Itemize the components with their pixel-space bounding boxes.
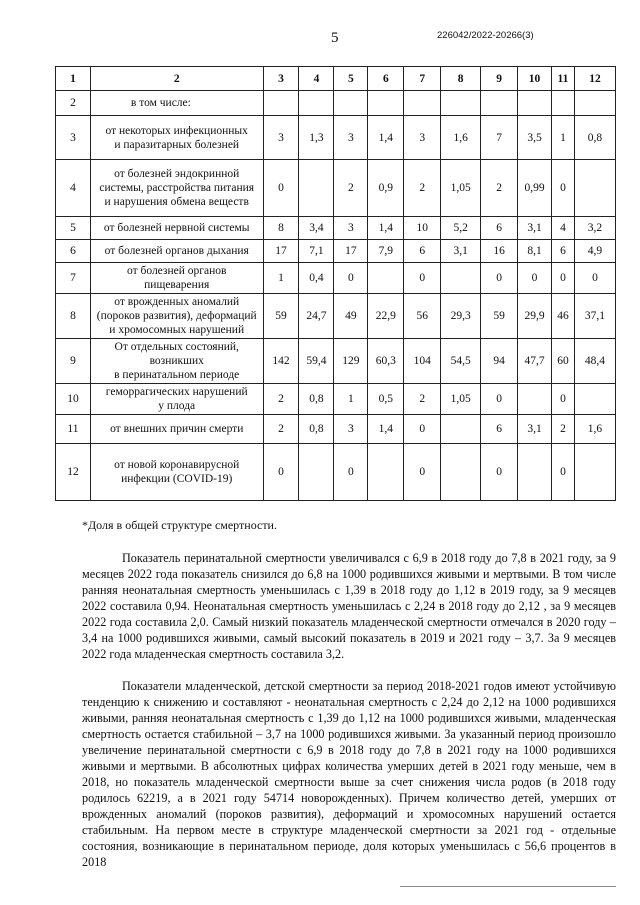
- value-cell: 6: [404, 240, 441, 263]
- cause-cell: от внешних причин смерти: [90, 415, 263, 444]
- value-cell: 3,1: [441, 240, 481, 263]
- value-cell: 129: [334, 339, 368, 384]
- value-cell: 104: [404, 339, 441, 384]
- value-cell: 2: [334, 160, 368, 217]
- value-cell: 17: [263, 240, 299, 263]
- table-row: [56, 415, 616, 444]
- value-cell: 5: [334, 67, 368, 91]
- table-row: [56, 91, 616, 116]
- value-cell: 0,8: [299, 415, 334, 444]
- value-cell: 8,1: [518, 240, 552, 263]
- value-cell: 54,5: [441, 339, 481, 384]
- value-cell: 8: [263, 217, 299, 240]
- value-cell: 56: [404, 294, 441, 339]
- value-cell: 142: [263, 339, 299, 384]
- value-cell: 46: [552, 294, 575, 339]
- value-cell: 4: [552, 217, 575, 240]
- value-cell: 1,05: [441, 160, 481, 217]
- value-cell: 60: [552, 339, 575, 384]
- row-number-cell: 10: [56, 384, 91, 415]
- row-number-cell: 11: [56, 415, 91, 444]
- value-cell: 59: [263, 294, 299, 339]
- value-cell: 0,8: [299, 384, 334, 415]
- row-number-cell: 6: [56, 240, 91, 263]
- value-cell: 0: [404, 263, 441, 294]
- value-cell: 0: [404, 444, 441, 501]
- document-id: 226042/2022-20266(3): [437, 30, 534, 41]
- value-cell: 4,9: [574, 240, 615, 263]
- value-cell: [368, 263, 404, 294]
- value-cell: 7,9: [368, 240, 404, 263]
- value-cell: [574, 444, 615, 501]
- value-cell: [574, 384, 615, 415]
- value-cell: 3: [334, 116, 368, 160]
- value-cell: 1: [263, 263, 299, 294]
- value-cell: 0: [552, 263, 575, 294]
- value-cell: 49: [334, 294, 368, 339]
- value-cell: [518, 91, 552, 116]
- value-cell: 0: [552, 160, 575, 217]
- value-cell: 6: [481, 217, 518, 240]
- value-cell: 0: [334, 444, 368, 501]
- cause-cell: от болезней нервной системы: [90, 217, 263, 240]
- value-cell: 11: [552, 67, 575, 91]
- value-cell: 17: [334, 240, 368, 263]
- value-cell: 0: [263, 160, 299, 217]
- paragraph-perinatal: [82, 550, 616, 662]
- row-number-cell: 7: [56, 263, 91, 294]
- cause-cell: геморрагических нарушений у плода: [90, 384, 263, 415]
- value-cell: 4: [299, 67, 334, 91]
- row-number-cell: 4: [56, 160, 91, 217]
- value-cell: 1,6: [574, 415, 615, 444]
- footer-rule: [400, 886, 616, 887]
- value-cell: 0,4: [299, 263, 334, 294]
- value-cell: 0: [404, 415, 441, 444]
- value-cell: 7: [481, 116, 518, 160]
- value-cell: 1,3: [299, 116, 334, 160]
- value-cell: 1,4: [368, 415, 404, 444]
- value-cell: 3,5: [518, 116, 552, 160]
- value-cell: 3: [404, 116, 441, 160]
- value-cell: [368, 444, 404, 501]
- value-cell: 6: [481, 415, 518, 444]
- cause-cell: от болезней органов дыхания: [90, 240, 263, 263]
- row-number-cell: 12: [56, 444, 91, 501]
- value-cell: 0: [574, 263, 615, 294]
- value-cell: [441, 415, 481, 444]
- cause-cell: от болезней эндокринной системы, расстройства питания и нарушения обмена веществ: [90, 160, 263, 217]
- row-number-cell: 2: [56, 91, 91, 116]
- value-cell: 0: [481, 263, 518, 294]
- value-cell: 16: [481, 240, 518, 263]
- value-cell: 10: [518, 67, 552, 91]
- value-cell: 24,7: [299, 294, 334, 339]
- table-row: [56, 263, 616, 294]
- value-cell: 29,3: [441, 294, 481, 339]
- value-cell: 1: [334, 384, 368, 415]
- value-cell: 3: [334, 415, 368, 444]
- value-cell: 94: [481, 339, 518, 384]
- paragraph-text: Показатели младенческой, детской смертности за период 2018-2021 годов имеют устойчивую тенденцию к снижению и составляют - неонатальная смертность с 2,24 до 2,12 на 1000 родившихся живыми, ранняя неонатальная смертность с 1,39 до 1,12 на 1000 родившихся живыми, младенческая смертность остается стабильной – 3,7 на 1000 родившихся живыми. За указанный период произошло увеличение перинатальной смертности с 6,9 в 2018 году до 7,8 в 2021 году на 1000 родившихся живыми и мертвыми. В абсолютных цифрах количества умерших детей в 2021 году меньше, чем в 2018, но показатель младенческой смертности выше за счет снижения числа родов (в 2018 году родилось 62219, а в 2021 году 54714 новорожденных). Причем количество детей, умерших от врожденных аномалий (пороков развития), деформаций и хромосомных нарушений остается стабильным. На первом месте в структуре младенческой смертности за 2021 год - отдельные состояния, возникающие в перинатальном периоде, доля которых уменьшилась с 56,6 процентов в 2018: [82, 679, 616, 869]
- table-row: [56, 217, 616, 240]
- table-row: [56, 116, 616, 160]
- value-cell: 10: [404, 217, 441, 240]
- page-number: 5: [331, 30, 339, 46]
- value-cell: 0: [263, 444, 299, 501]
- value-cell: [404, 91, 441, 116]
- value-cell: 0,99: [518, 160, 552, 217]
- value-cell: 29,9: [518, 294, 552, 339]
- value-cell: 3: [263, 67, 299, 91]
- value-cell: 0: [552, 384, 575, 415]
- value-cell: 1,4: [368, 116, 404, 160]
- value-cell: 9: [481, 67, 518, 91]
- table-row: [56, 240, 616, 263]
- value-cell: 1: [552, 116, 575, 160]
- value-cell: 1,6: [441, 116, 481, 160]
- value-cell: 60,3: [368, 339, 404, 384]
- value-cell: [441, 91, 481, 116]
- table-footnote: *Доля в общей структуре смертности.: [82, 518, 277, 532]
- value-cell: [263, 91, 299, 116]
- table-row: [56, 160, 616, 217]
- table-row: [56, 339, 616, 384]
- value-cell: [518, 384, 552, 415]
- value-cell: 8: [441, 67, 481, 91]
- value-cell: 5,2: [441, 217, 481, 240]
- value-cell: 0: [481, 384, 518, 415]
- value-cell: 1,4: [368, 217, 404, 240]
- row-number-cell: 8: [56, 294, 91, 339]
- value-cell: 37,1: [574, 294, 615, 339]
- table-row: [56, 294, 616, 339]
- value-cell: [299, 444, 334, 501]
- value-cell: [574, 91, 615, 116]
- value-cell: 2: [552, 415, 575, 444]
- value-cell: 0,8: [574, 116, 615, 160]
- value-cell: 0: [552, 444, 575, 501]
- value-cell: [574, 160, 615, 217]
- value-cell: 59: [481, 294, 518, 339]
- row-number-cell: 1: [56, 67, 91, 91]
- value-cell: [368, 91, 404, 116]
- value-cell: 59,4: [299, 339, 334, 384]
- value-cell: 3: [263, 116, 299, 160]
- value-cell: 0,9: [368, 160, 404, 217]
- table-row: [56, 384, 616, 415]
- value-cell: [552, 91, 575, 116]
- value-cell: 1,05: [441, 384, 481, 415]
- value-cell: 3,4: [299, 217, 334, 240]
- cause-cell: от врожденных аномалий (пороков развития), деформаций и хромосомных нарушений: [90, 294, 263, 339]
- value-cell: [299, 91, 334, 116]
- value-cell: 2: [404, 160, 441, 217]
- value-cell: 22,9: [368, 294, 404, 339]
- value-cell: [441, 444, 481, 501]
- value-cell: 0,5: [368, 384, 404, 415]
- mortality-table: [55, 66, 616, 501]
- value-cell: [299, 160, 334, 217]
- cause-cell: 2: [90, 67, 263, 91]
- value-cell: 3,1: [518, 217, 552, 240]
- value-cell: 48,4: [574, 339, 615, 384]
- table-row: [56, 444, 616, 501]
- value-cell: 2: [481, 160, 518, 217]
- row-number-cell: 9: [56, 339, 91, 384]
- row-number-cell: 5: [56, 217, 91, 240]
- value-cell: 7: [404, 67, 441, 91]
- value-cell: 2: [263, 415, 299, 444]
- table-header-row: [56, 67, 616, 91]
- cause-cell: в том числе:: [90, 91, 263, 116]
- value-cell: 12: [574, 67, 615, 91]
- value-cell: 2: [263, 384, 299, 415]
- value-cell: [334, 91, 368, 116]
- value-cell: 3: [334, 217, 368, 240]
- value-cell: [518, 444, 552, 501]
- cause-cell: от некоторых инфекционных и паразитарных болезней: [90, 116, 263, 160]
- value-cell: 0: [518, 263, 552, 294]
- value-cell: 0: [334, 263, 368, 294]
- paragraph-text: Показатель перинатальной смертности увеличивался с 6,9 в 2018 году до 7,8 в 2021 году, за 9 месяцев 2022 года показатель снизился до 6,8 на 1000 родившихся живыми и мертвыми. В том числе ранняя неонатальная смертность уменьшилась с 1,39 в 2018 году до 1,12 в 2019 году, за 9 месяцев 2022 составила 0,94. Неонатальная смертность уменьшилась с 2,24 в 2018 году до 2,12 , за 9 месяцев 2022 года составила 2,0. Самый низкий показатель младенческой смертности отмечался в 2020 году – 3,4 на 1000 родившихся живыми, самый высокий показатель в 2019 и 2021 году – 3,7. За 9 месяцев 2022 года младенческая смертность составила 3,2.: [82, 551, 616, 661]
- cause-cell: от новой коронавирусной инфекции (COVID-19): [90, 444, 263, 501]
- value-cell: 2: [404, 384, 441, 415]
- value-cell: [441, 263, 481, 294]
- value-cell: 0: [481, 444, 518, 501]
- value-cell: 7,1: [299, 240, 334, 263]
- paragraph-infant: [82, 678, 616, 870]
- cause-cell: От отдельных состояний, возникших в перинатальном периоде: [90, 339, 263, 384]
- value-cell: 3,1: [518, 415, 552, 444]
- value-cell: [481, 91, 518, 116]
- value-cell: 47,7: [518, 339, 552, 384]
- value-cell: 6: [368, 67, 404, 91]
- value-cell: 3,2: [574, 217, 615, 240]
- value-cell: 6: [552, 240, 575, 263]
- row-number-cell: 3: [56, 116, 91, 160]
- cause-cell: от болезней органов пищеварения: [90, 263, 263, 294]
